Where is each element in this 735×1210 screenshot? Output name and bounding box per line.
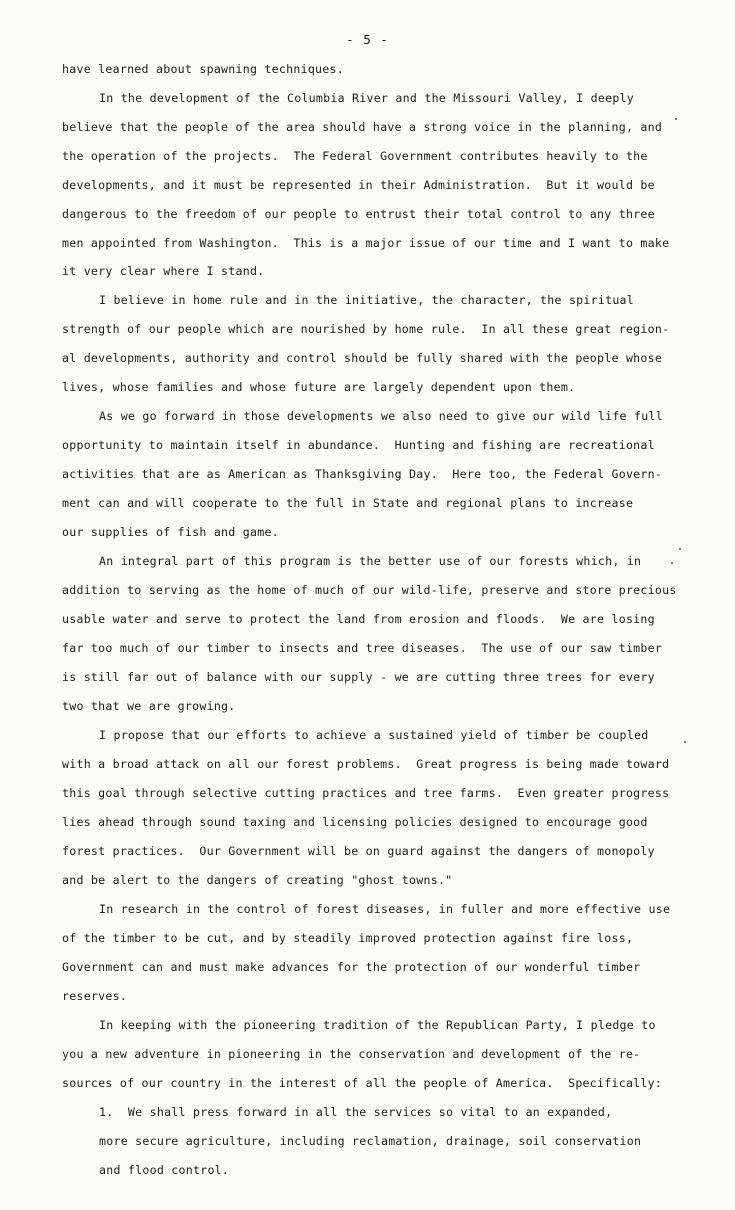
text-line: activities that are as American as Thanksgiving Day. Here too, the Federal Govern- [62, 467, 663, 481]
list-item-line: and flood control. [99, 1163, 230, 1177]
scan-speck [671, 562, 673, 564]
text-line: is still far out of balance with our supply - we are cutting three trees for every [62, 670, 655, 684]
text-line: Government can and must make advances for the protection of our wonderful timber [62, 960, 641, 974]
text-line: lies ahead through sound taxing and licensing policies designed to encourage good [62, 815, 648, 829]
text-line: In research in the control of forest diseases, in fuller and more effective use [99, 902, 671, 916]
text-line: dangerous to the freedom of our people to entrust their total control to any three [62, 207, 655, 221]
text-line: In keeping with the pioneering tradition of the Republican Party, I pledge to [99, 1018, 656, 1032]
text-line: our supplies of fish and game. [62, 525, 279, 539]
scan-speck [684, 741, 686, 743]
text-line: developments, and it must be represented in their Administration. But it would be [62, 178, 655, 192]
text-line: An integral part of this program is the better use of our forests which, in [99, 554, 642, 568]
text-line: I believe in home rule and in the initiative, the character, the spiritual [99, 293, 635, 307]
text-line: As we go forward in those developments we also need to give our wild life full [99, 409, 663, 423]
text-line: usable water and serve to protect the land from erosion and floods. We are losing [62, 612, 655, 626]
text-line: ment can and will cooperate to the full in State and regional plans to increase [62, 496, 634, 510]
text-line: believe that the people of the area should have a strong voice in the planning, and [62, 120, 663, 134]
text-line: addition to serving as the home of much of our wild-life, preserve and store precious [62, 583, 677, 597]
text-line: the operation of the projects. The Federal Government contributes heavily to the [62, 149, 648, 163]
text-line: al developments, authority and control should be fully shared with the people whose [62, 351, 663, 365]
text-line: sources of our country in the interest of all the people of America. Specifically: [62, 1076, 663, 1090]
text-line: reserves. [62, 989, 128, 1003]
scan-speck [679, 548, 681, 550]
text-line: forest practices. Our Government will be on guard against the dangers of monopoly [62, 844, 655, 858]
text-line: with a broad attack on all our forest problems. Great progress is being made toward [62, 757, 670, 771]
text-line: opportunity to maintain itself in abundance. Hunting and fishing are recreational [62, 438, 655, 452]
text-line: this goal through selective cutting practices and tree farms. Even greater progress [62, 786, 670, 800]
text-line: In the development of the Columbia River and the Missouri Valley, I deeply [99, 91, 635, 105]
scan-speck [675, 118, 677, 120]
text-line: men appointed from Washington. This is a major issue of our time and I want to make [62, 236, 670, 250]
text-line: strength of our people which are nourished by home rule. In all these great region- [62, 322, 670, 336]
text-line: two that we are growing. [62, 699, 236, 713]
text-line: I propose that our efforts to achieve a sustained yield of timber be coupled [99, 728, 649, 742]
text-line: it very clear where I stand. [62, 264, 265, 278]
text-line: of the timber to be cut, and by steadily improved protection against fire loss, [62, 931, 634, 945]
page-number: - 5 - [346, 32, 389, 47]
text-line: far too much of our timber to insects and tree diseases. The use of our saw timber [62, 641, 663, 655]
text-line: and be alert to the dangers of creating "ghost towns." [62, 873, 453, 887]
list-item-line: more secure agriculture, including reclamation, drainage, soil conservation [99, 1134, 642, 1148]
text-line: you a new adventure in pioneering in the conservation and development of the re- [62, 1047, 641, 1061]
text-line: have learned about spawning techniques. [62, 62, 344, 76]
list-item-line: 1. We shall press forward in all the services so vital to an expanded, [99, 1105, 613, 1119]
text-line: lives, whose families and whose future are largely dependent upon them. [62, 380, 576, 394]
